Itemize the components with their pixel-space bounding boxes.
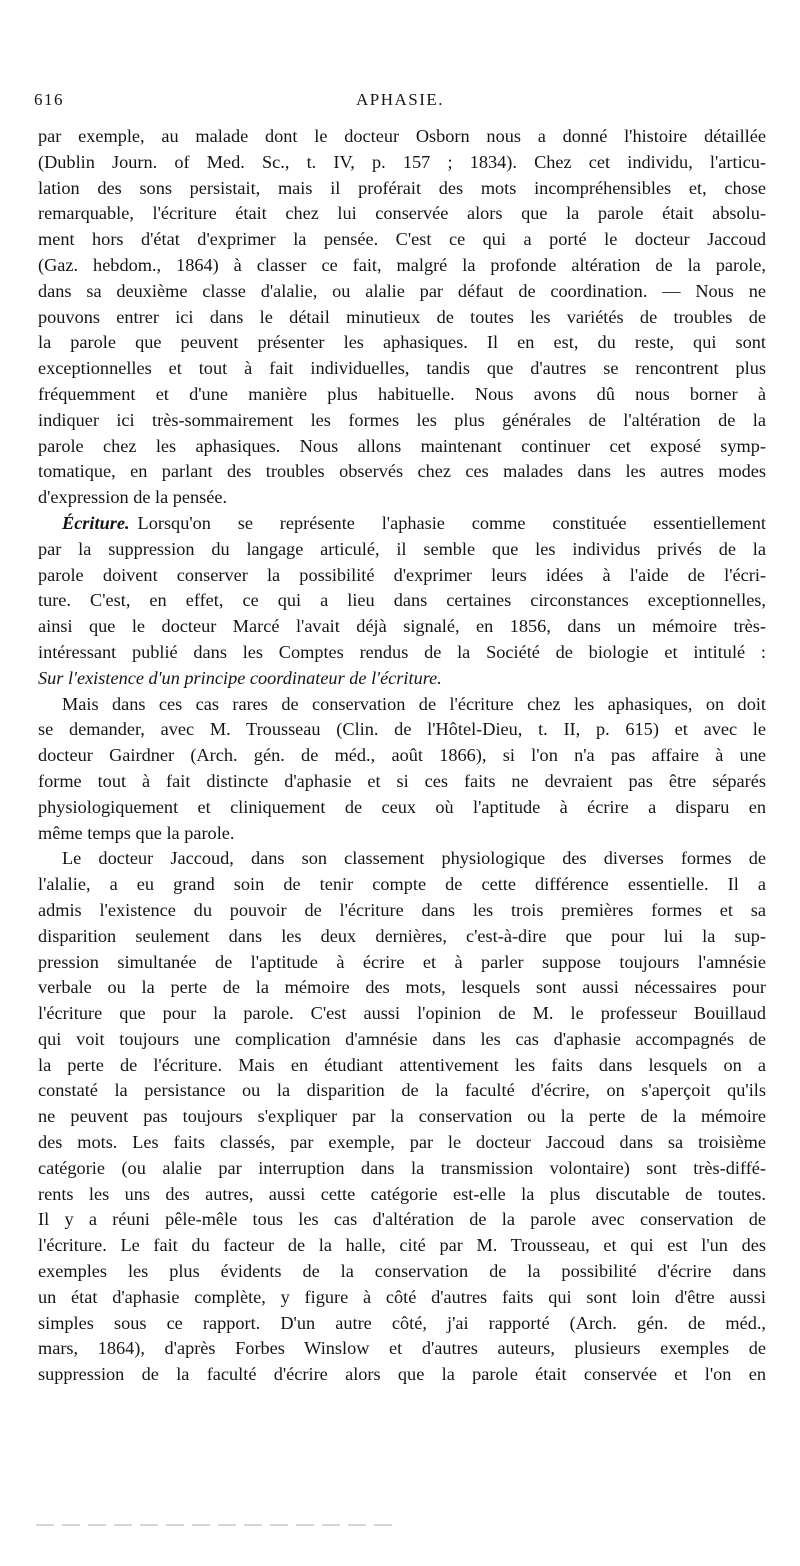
text-line: pression simultanée de l'aptitude à écrire et à parler suppose toujours l'amnésie bbox=[38, 951, 766, 972]
text-line: l'alalie, a eu grand soin de tenir compte de cette différence essentielle. Il a bbox=[38, 874, 766, 895]
text-line: lation des sons persistait, mais il proférait des mots incompréhensibles et, chose bbox=[38, 177, 766, 198]
text-line: des mots. Les faits classés, par exemple, par le docteur Jaccoud dans sa troisième bbox=[38, 1132, 766, 1153]
text-line: ne peuvent pas toujours s'expliquer par la conservation ou la perte de la mémoire bbox=[38, 1106, 766, 1127]
text-line: l'écriture que pour la parole. C'est aussi l'opinion de M. le professeur Bouillaud bbox=[38, 1003, 766, 1024]
text-line: simples sous ce rapport. D'un autre côté, j'ai rapporté (Arch. gén. de méd., bbox=[38, 1312, 766, 1333]
text-line: disparition seulement dans les deux dernières, c'est-à-dire que pour lui la sup- bbox=[38, 925, 766, 946]
section-start-line bbox=[38, 511, 766, 537]
text-line-content: Lorsqu'on se représente l'aphasie comme constituée essentiellement bbox=[137, 512, 766, 533]
text-line: admis l'existence du pouvoir de l'écriture dans les trois premières formes et sa bbox=[38, 899, 766, 920]
text-line: parole doivent conserver la possibilité d'exprimer leurs idées à l'aide de l'écri- bbox=[38, 564, 766, 585]
text-line: catégorie (ou alalie par interruption dans la transmission volontaire) sont très-diffé- bbox=[38, 1157, 766, 1178]
text-line: mars, 1864), d'après Forbes Winslow et d'autres auteurs, plusieurs exemples de bbox=[38, 1338, 766, 1359]
text-line: Le docteur Jaccoud, dans son classement physiologique des diverses formes de bbox=[62, 848, 766, 869]
text-line: qui voit toujours une complication d'amnésie dans les cas d'aphasie accompagnés de bbox=[38, 1028, 766, 1049]
text-line: suppression de la faculté d'écrire alors que la parole était conservée et l'on en bbox=[38, 1364, 766, 1385]
text-line: dans sa deuxième classe d'alalie, ou alalie par défaut de coordination. — Nous ne bbox=[38, 280, 766, 301]
text-line: remarquable, l'écriture était chez lui conservée alors que la parole était absolu- bbox=[38, 203, 766, 224]
text-line: tomatique, en parlant des troubles observés chez ces malades dans les autres modes bbox=[38, 461, 766, 482]
text-line: forme tout à fait distincte d'aphasie et si ces faits ne devraient pas être séparés bbox=[38, 770, 766, 791]
text-line: rents les uns des autres, aussi cette catégorie est-elle la plus discutable de toutes. bbox=[38, 1183, 766, 1204]
running-title: APHASIE. bbox=[355, 90, 445, 109]
text-line: la parole que peuvent présenter les aphasiques. Il en est, du reste, qui sont bbox=[38, 332, 766, 353]
text-line: (Dublin Journ. of Med. Sc., t. IV, p. 157 ; 1834). Chez cet individu, l'articu- bbox=[38, 151, 766, 172]
text-line: exceptionnelles et tout à fait individuelles, tandis que d'autres se rencontrent plus bbox=[38, 358, 766, 379]
text-line: docteur Gairdner (Arch. gén. de méd., août 1866), si l'on n'a pas affaire à une bbox=[38, 745, 766, 766]
text-line: fréquemment et d'une manière plus habituelle. Nous avons dû nous borner à bbox=[38, 383, 766, 404]
text-line: verbale ou la perte de la mémoire des mots, lesquels sont aussi nécessaires pour bbox=[38, 977, 766, 998]
text-line: se demander, avec M. Trousseau (Clin. de l'Hôtel-Dieu, t. II, p. 615) et avec le bbox=[38, 719, 766, 740]
text-line: même temps que la parole. bbox=[38, 822, 235, 843]
text-line: Sur l'existence d'un principe coordinateur de l'écriture. bbox=[38, 667, 442, 688]
text-line: ainsi que le docteur Marcé l'avait déjà signalé, en 1856, dans un mémoire très- bbox=[38, 616, 766, 637]
text-line: physiologiquement et cliniquement de ceux où l'aptitude à écrire a disparu en bbox=[38, 796, 766, 817]
section-heading: Écriture. bbox=[62, 512, 130, 533]
text-line: constaté la persistance ou la disparition de la faculté d'écrire, on s'aperçoit qu'ils bbox=[38, 1080, 766, 1101]
text-line: par exemple, au malade dont le docteur Osborn nous a donné l'histoire détaillée bbox=[38, 126, 766, 146]
text-body bbox=[38, 124, 766, 1388]
text-line: un état d'aphasie complète, y figure à côté d'autres faits qui sont loin d'être aussi bbox=[38, 1286, 766, 1307]
text-line: ment hors d'état d'exprimer la pensée. C'est ce qui a porté le docteur Jaccoud bbox=[38, 229, 766, 250]
text-line: intéressant publié dans les Comptes rendus de la Société de biologie et intitulé : bbox=[38, 641, 766, 662]
text-line: (Gaz. hebdom., 1864) à classer ce fait, malgré la profonde altération de la parole, bbox=[38, 254, 766, 275]
print-bleed-line bbox=[36, 1524, 396, 1526]
text-line: la perte de l'écriture. Mais en étudiant attentivement les faits dans lesquels on a bbox=[38, 1054, 766, 1075]
text-line: exemples les plus évidents de la conservation de la possibilité d'écrire dans bbox=[38, 1261, 766, 1282]
text-line: parole chez les aphasiques. Nous allons maintenant continuer cet exposé symp- bbox=[38, 435, 766, 456]
text-line: l'écriture. Le fait du facteur de la halle, cité par M. Trousseau, et qui est l'un des bbox=[38, 1235, 766, 1256]
running-head bbox=[34, 90, 766, 116]
text-line: Mais dans ces cas rares de conservation de l'écriture chez les aphasiques, on doit bbox=[62, 693, 766, 714]
page-number: 616 bbox=[34, 90, 64, 109]
text-line: Il y a réuni pêle-mêle tous les cas d'altération de la parole avec conservation de bbox=[38, 1209, 766, 1230]
text-line: pouvons entrer ici dans le détail minutieux de toutes les variétés de troubles de bbox=[38, 306, 766, 327]
text-line: par la suppression du langage articulé, il semble que les individus privés de la bbox=[38, 538, 766, 559]
text-line: indiquer ici très-sommairement les formes les plus générales de l'altération de la bbox=[38, 409, 766, 430]
text-line: d'expression de la pensée. bbox=[38, 487, 228, 508]
text-line: ture. C'est, en effet, ce qui a lieu dans certaines circonstances exceptionnelles, bbox=[38, 590, 766, 611]
